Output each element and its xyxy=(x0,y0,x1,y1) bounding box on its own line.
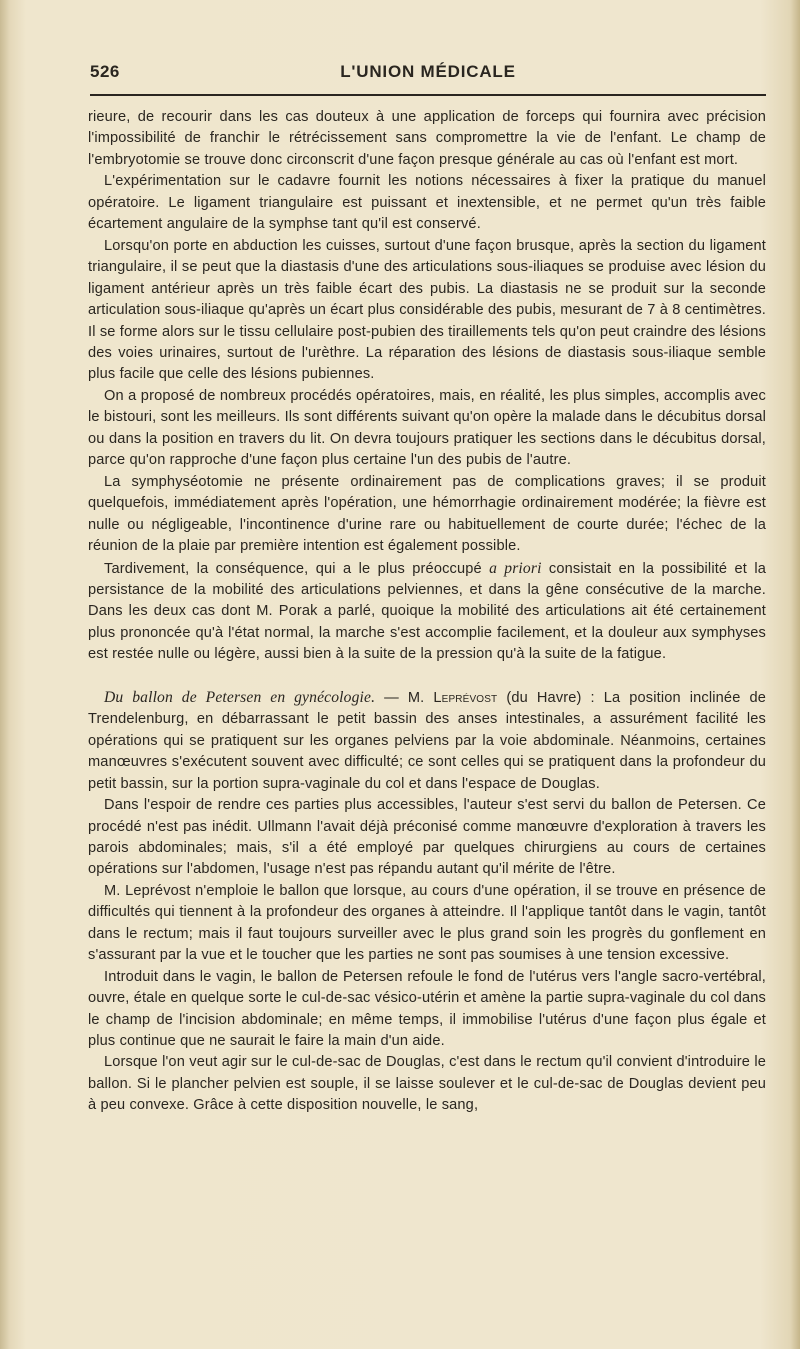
paragraph: L'expérimentation sur le cadavre fournit les notions nécessaires à fixer la pratique du manuel opératoire. Le ligament triangulaire est puissant et inextensible, et ne permet qu'un très faible écartement angulaire de la symphse tant qu'il est conservé. xyxy=(88,173,766,233)
paragraph: Dans l'espoir de rendre ces parties plus accessibles, l'auteur s'est servi du ballon de Petersen. Ce procédé n'est pas inédit. Ullmann l'avait déjà préconisé comme manœuvre d'exploration à travers les parois abdominales; mais, s'il a été employé par quelques chirurgiens au cours de certaines opérations sur l'abdomen, l'usage n'est pas répandu autant qu'il mérite de l'être. xyxy=(88,797,766,878)
paragraph: M. Leprévost n'emploie le ballon que lorsque, au cours d'une opération, il se trouve en présence de difficultés qui tiennent à la profondeur des organes à atteindre. Il l'applique tantôt dans le vagin, tantôt dans le rectum; mais il faut toujours surveiller avec le plus grand soin les progrès du gonflement en s'assurant par la vue et le toucher que les parties ne sont pas soumises à une tension excessive. xyxy=(88,882,766,964)
paragraph: On a proposé de nombreux procédés opératoires, mais, en réalité, les plus simples, accomplis avec le bistouri, sont les meilleurs. Ils sont différents suivant qu'on opère la malade dans le décubitus dorsal ou dans la position en travers du lit. On devra toujours pratiquer les sections dans le décubitus dorsal, parce qu'on rapproche d'une façon plus certaine l'un des pubis de l'autre. xyxy=(88,387,766,469)
page-number: 526 xyxy=(90,62,120,81)
author-name: Leprévost xyxy=(433,689,498,706)
paragraph: La symphyséotomie ne présente ordinairement pas de complications graves; il se produit quelquefois, immédiatement après l'opération, une hémorrhagie ordinairement modérée; la fièvre est nulle ou négligeable, l'incontinence d'urine rare ou habituellement de courte durée; l'échec de la réunion de la plaie par première intention est également possible. xyxy=(88,473,766,555)
text-run: Tardivement, la conséquence, qui a le plus préoccupé xyxy=(104,560,490,577)
section-title: Du ballon de Petersen en gynécologie. xyxy=(104,688,376,706)
paragraph: Introduit dans le vagin, le ballon de Petersen refoule le fond de l'utérus vers l'angle sacro-vertébral, ouvre, étale en quelque sorte le cul-de-sac vésico-utérin et amène la partie supra-vaginale du col dans le champ de l'incision abdominale; en même temps, il immobilise l'utérus d'une façon plus égale et plus continue que ne saurait le faire la main d'un aide. xyxy=(88,968,766,1050)
paragraph: Lorsqu'on porte en abduction les cuisses, surtout d'une façon brusque, après la section du ligament triangulaire, il se peut que la diastasis d'une des articulations sous-iliaques se produise avec lésion du ligament antérieur après un très faible écart des pubis. La diastasis ne se produit sur la seconde articulation sous-iliaque qu'après un écart plus considérable des pubis, mesurant de 7 à 8 centimètres. Il se forme alors sur le tissu cellulaire post-pubien des tiraillements tels qu'on peut craindre des lésions des voies urinaires, surtout de l'urèthre. La réparation des lésions de diastasis sous-iliaque semble plus facile que celle des lésions pubiennes. xyxy=(88,237,766,383)
paragraph: Lorsque l'on veut agir sur le cul-de-sac de Douglas, c'est dans le rectum qu'il convient d'introduire le ballon. Si le plancher pelvien est souple, il se laisse soulever et le cul-de-sac de Douglas devient peu à peu convexe. Grâce à cette disposition nouvelle, le sang, xyxy=(88,1054,766,1114)
paragraph xyxy=(88,558,766,666)
paragraph: rieure, de recourir dans les cas douteux à une application de forceps qui fournira avec précision l'impossibilité de franchir le rétrécissement sans compromettre la vie de l'enfant. Le champ de l'embryotomie se trouve donc circonscrit d'une façon presque générale au cas où l'enfant est mort. xyxy=(88,109,766,168)
running-title: L'UNION MÉDICALE xyxy=(340,62,516,81)
italic-phrase: a priori xyxy=(489,559,542,577)
text-run: — M. xyxy=(375,689,434,706)
page-header xyxy=(90,62,766,86)
body-text xyxy=(88,107,766,1117)
header-rule xyxy=(90,94,766,96)
text-run: (du Havre) : La position inclinée de Trendelenburg, en débarrassant le petit bassin des anses intestinales, a assurément facilité les opérations qui se pratiquent sur les organes pelviens par la voie abdominale. Néanmoins, certaines manœuvres s'exécutent souvent avec difficulté; ce sont celles qui se pratiquent dans la profondeur du petit bassin, sur la portion supra-vaginale du col et dans l'espace de Douglas. xyxy=(88,689,766,792)
text-run: consistait en la possibilité et la persistance de la mobilité des articulations pelviennes, et dans la gêne consécutive de la marche. Dans les deux cas dont M. Porak a parlé, quoique la mobilité des articulations ait été certainement plus prononcée qu'à l'état normal, la marche s'est accomplie facilement, et la douleur aux symphyses est restée nulle ou légère, aussi bien à la suite de la pression qu'à la suite de la fatigue. xyxy=(88,560,766,663)
section-gap xyxy=(88,666,766,687)
section-heading-paragraph xyxy=(88,687,766,795)
